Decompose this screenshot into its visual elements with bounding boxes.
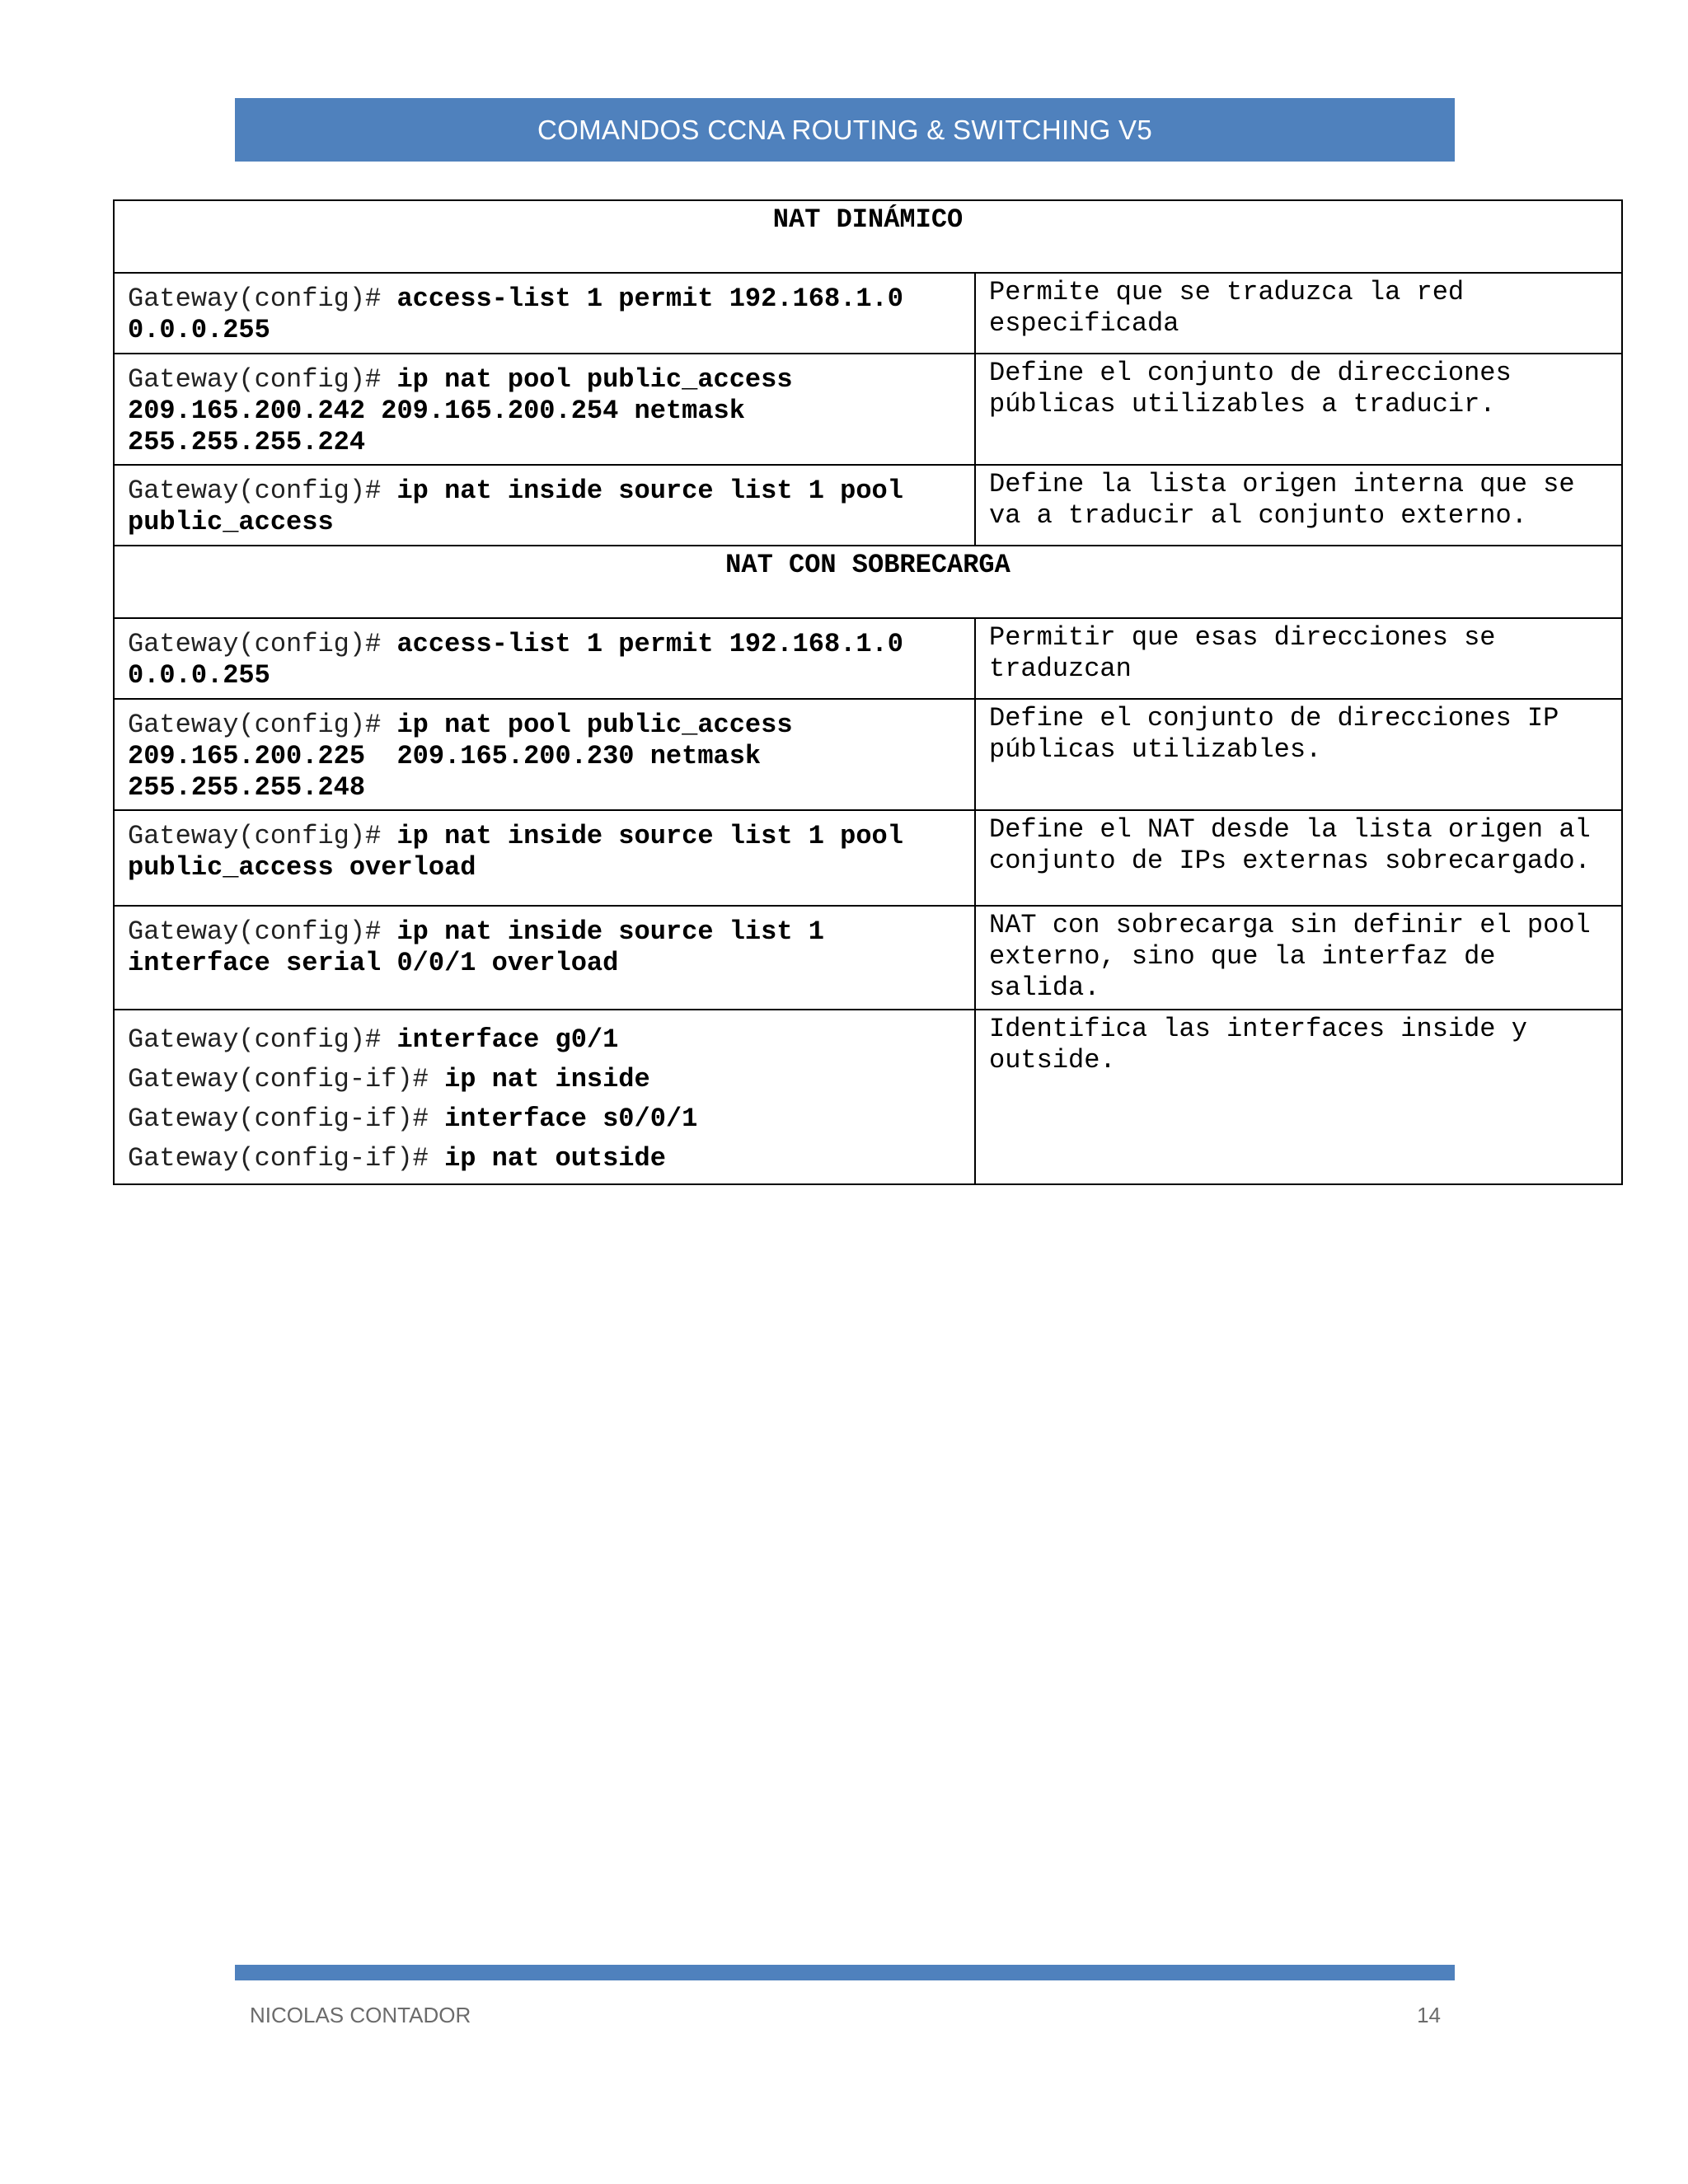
table-row: [114, 465, 1622, 546]
cli-prompt: Gateway(config)#: [128, 284, 382, 314]
command-cell: [114, 810, 975, 906]
page-header-banner: [235, 98, 1455, 162]
cli-command: ip nat inside source list 1 pool public_access: [128, 476, 903, 537]
command-cell: [114, 354, 975, 465]
cli-line: [128, 1020, 961, 1060]
cli-command: ip nat pool public_access 209.165.200.242 209.165.200.254 netmask 255.255.255.224: [128, 364, 793, 457]
table-row: [114, 1010, 1622, 1184]
table-row: [114, 354, 1622, 465]
cli-line: [128, 1060, 961, 1099]
cli-command: interface g0/1: [396, 1024, 619, 1055]
table-row: [114, 618, 1622, 699]
description-cell: Permite que se traduzca la red especificada: [975, 273, 1622, 354]
cli-command: ip nat pool public_access 209.165.200.225 209.165.200.230 netmask 255.255.255.248: [128, 710, 809, 803]
cli-line: [128, 1099, 961, 1139]
footer-divider-bar: [235, 1965, 1455, 1980]
section-header-row: [114, 200, 1622, 273]
cli-prompt: Gateway(config)#: [128, 476, 382, 506]
command-cell: [114, 465, 975, 546]
footer-author: NICOLAS CONTADOR: [250, 2003, 471, 2027]
cli-prompt: Gateway(config)#: [128, 1024, 382, 1055]
command-cell: [114, 906, 975, 1010]
cli-command: ip nat inside: [444, 1064, 650, 1094]
cli-prompt: Gateway(config-if)#: [128, 1104, 429, 1134]
section-title: NAT CON SOBRECARGA: [114, 546, 1622, 618]
command-cell: [114, 273, 975, 354]
cli-prompt: Gateway(config)#: [128, 916, 382, 947]
description-cell: Permitir que esas direcciones se traduzcan: [975, 618, 1622, 699]
cli-command: ip nat inside source list 1 pool public_access overload: [128, 821, 903, 883]
table-row: [114, 699, 1622, 810]
cli-prompt: Gateway(config)#: [128, 710, 382, 740]
command-cell: [114, 699, 975, 810]
cli-command: access-list 1 permit 192.168.1.0 0.0.0.255: [128, 284, 903, 345]
cli-prompt: Gateway(config-if)#: [128, 1064, 429, 1094]
description-cell: Define el NAT desde la lista origen al conjunto de IPs externas sobrecargado.: [975, 810, 1622, 906]
header-title: COMANDOS CCNA ROUTING & SWITCHING V5: [537, 114, 1153, 145]
description-cell: Define el conjunto de direcciones públicas utilizables a traducir.: [975, 354, 1622, 465]
page-number: 14: [1417, 2003, 1441, 2027]
cli-command: ip nat outside: [444, 1143, 666, 1174]
cli-prompt: Gateway(config)#: [128, 821, 382, 851]
cli-prompt: Gateway(config)#: [128, 629, 382, 659]
command-cell: [114, 618, 975, 699]
table-row: [114, 273, 1622, 354]
table-row: [114, 810, 1622, 906]
description-cell: Define la lista origen interna que se va a traducir al conjunto externo.: [975, 465, 1622, 546]
cli-command: interface s0/0/1: [444, 1104, 698, 1134]
table-row: [114, 906, 1622, 1010]
cli-command: ip nat inside source list 1 interface serial 0/0/1 overload: [128, 916, 824, 978]
description-cell: Identifica las interfaces inside y outside.: [975, 1010, 1622, 1184]
description-cell: Define el conjunto de direcciones IP públicas utilizables.: [975, 699, 1622, 810]
cli-line: [128, 1139, 961, 1179]
cli-prompt: Gateway(config-if)#: [128, 1143, 429, 1174]
section-title: NAT DINÁMICO: [114, 200, 1622, 273]
section-header-row: [114, 546, 1622, 618]
commands-table: [113, 199, 1623, 1185]
cli-prompt: Gateway(config)#: [128, 364, 382, 395]
command-cell-multiline: [114, 1010, 975, 1184]
cli-command: access-list 1 permit 192.168.1.0 0.0.0.255: [128, 629, 903, 691]
description-cell: NAT con sobrecarga sin definir el pool externo, sino que la interfaz de salida.: [975, 906, 1622, 1010]
